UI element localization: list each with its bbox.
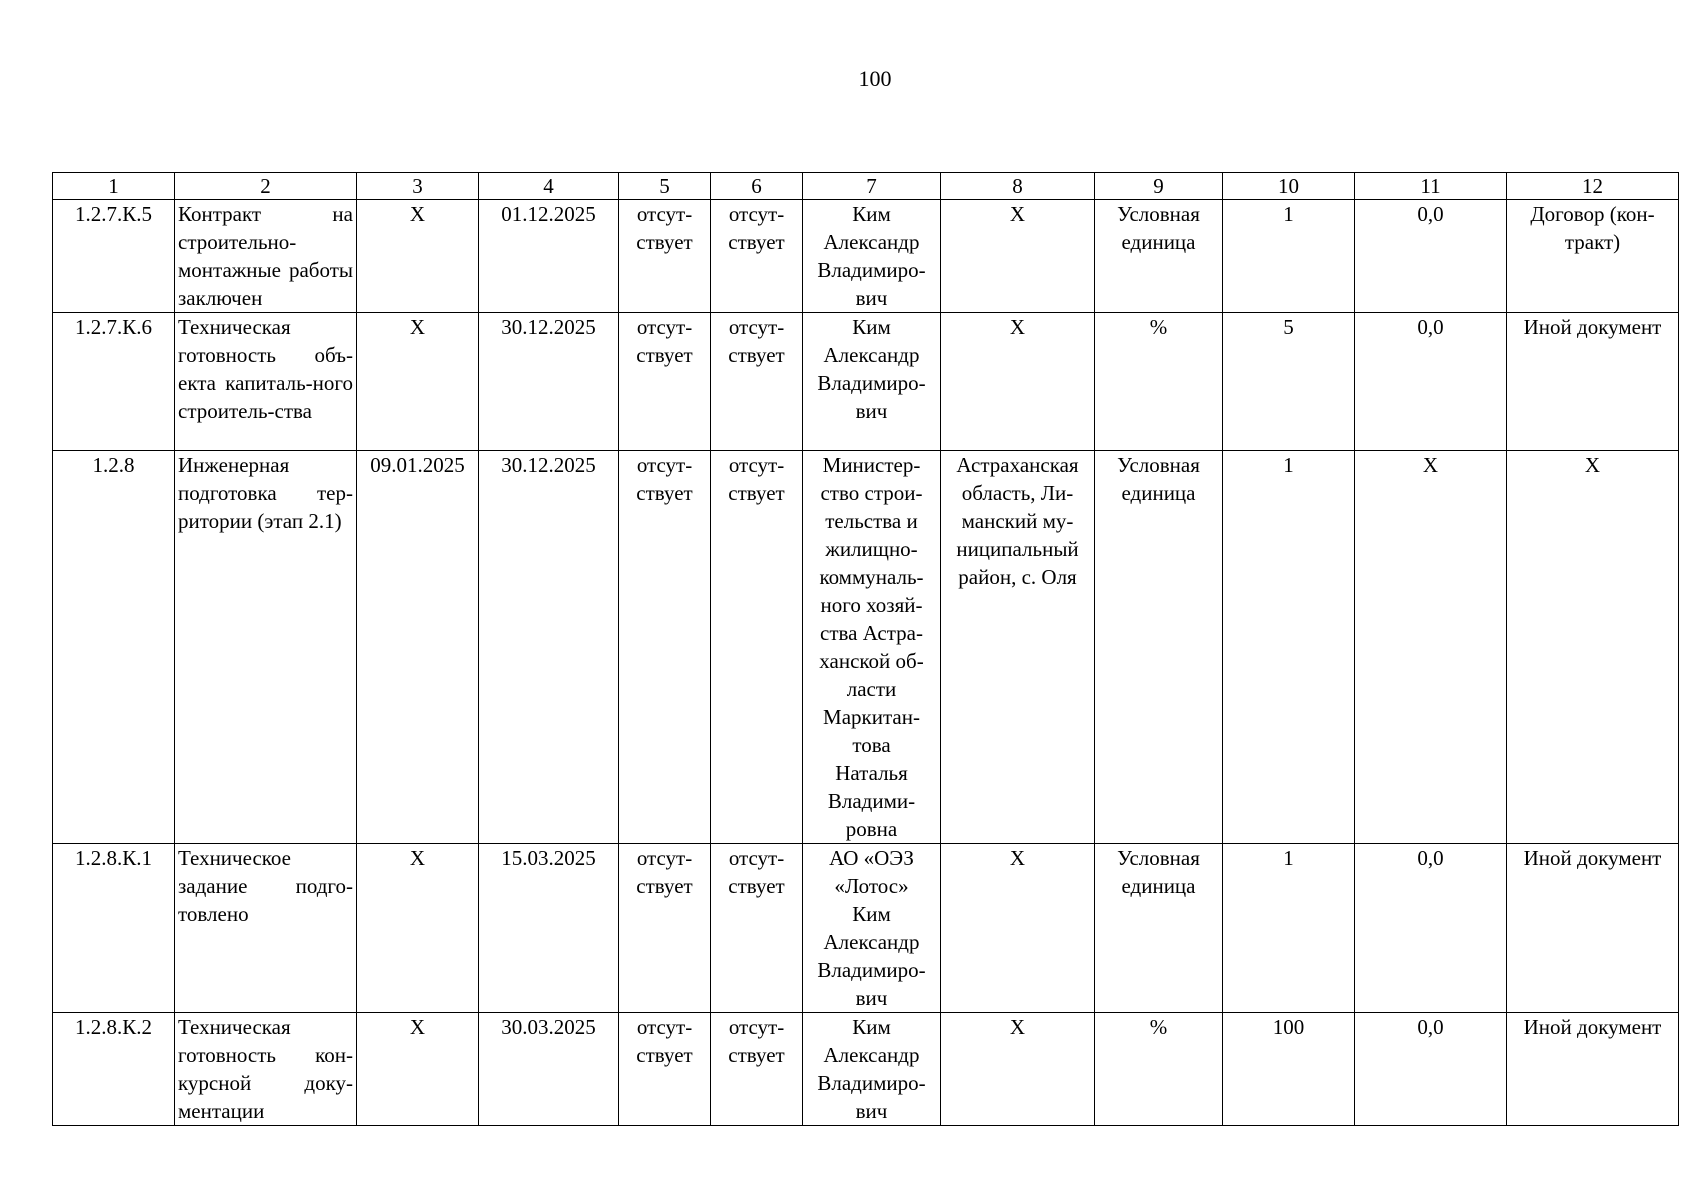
location-cell: X xyxy=(941,1013,1095,1126)
column-number: 2 xyxy=(175,173,357,200)
column-number: 10 xyxy=(1223,173,1355,200)
column-number: 12 xyxy=(1507,173,1679,200)
value-cell: 5 xyxy=(1223,313,1355,451)
table-row xyxy=(53,1013,1679,1126)
value-cell: 1 xyxy=(1223,200,1355,313)
table-body xyxy=(53,173,1679,1126)
column-number: 4 xyxy=(479,173,619,200)
start-date-cell: X xyxy=(357,844,479,1013)
column-number: 8 xyxy=(941,173,1095,200)
column-number-row xyxy=(53,173,1679,200)
column-11-cell: X xyxy=(1355,451,1507,844)
document-type-cell: X xyxy=(1507,451,1679,844)
row-id-cell: 1.2.8.К.2 xyxy=(53,1013,175,1126)
column-11-cell: 0,0 xyxy=(1355,844,1507,1013)
column-11-cell: 0,0 xyxy=(1355,200,1507,313)
column-6-cell: отсут- ствует xyxy=(711,200,803,313)
responsible-cell: Ким Александр Владимиро- вич xyxy=(803,313,941,451)
column-5-cell: отсут- ствует xyxy=(619,844,711,1013)
unit-cell: Условная единица xyxy=(1095,451,1223,844)
column-6-cell: отсут- ствует xyxy=(711,1013,803,1126)
page-number: 100 xyxy=(858,66,892,91)
column-11-cell: 0,0 xyxy=(1355,313,1507,451)
value-cell: 100 xyxy=(1223,1013,1355,1126)
responsible-cell: Министер- ство строи- тельства и жилищно- коммуналь- ного хозяй- ства Астра- ханской об- ласти Маркитан- това Наталья Владими- ровна xyxy=(803,451,941,844)
document-type-cell: Иной документ xyxy=(1507,313,1679,451)
column-5-cell: отсут- ствует xyxy=(619,451,711,844)
event-name-cell: Техническая готовность кон-курсной доку-ментации xyxy=(175,1013,357,1126)
unit-cell: % xyxy=(1095,313,1223,451)
table-row xyxy=(53,844,1679,1013)
column-number: 11 xyxy=(1355,173,1507,200)
responsible-cell: Ким Александр Владимиро- вич xyxy=(803,1013,941,1126)
document-type-cell: Договор (кон- тракт) xyxy=(1507,200,1679,313)
row-id-cell: 1.2.7.К.5 xyxy=(53,200,175,313)
unit-cell: Условная единица xyxy=(1095,844,1223,1013)
unit-cell: % xyxy=(1095,1013,1223,1126)
table-row xyxy=(53,451,1679,844)
row-id-cell: 1.2.7.К.6 xyxy=(53,313,175,451)
end-date-cell: 01.12.2025 xyxy=(479,200,619,313)
column-number: 5 xyxy=(619,173,711,200)
column-number: 6 xyxy=(711,173,803,200)
location-cell: Астраханская область, Ли- манский му- ниципальный район, с. Оля xyxy=(941,451,1095,844)
table-row xyxy=(53,200,1679,313)
column-number: 9 xyxy=(1095,173,1223,200)
row-id-cell: 1.2.8.К.1 xyxy=(53,844,175,1013)
column-number: 1 xyxy=(53,173,175,200)
value-cell: 1 xyxy=(1223,844,1355,1013)
responsible-cell: Ким Александр Владимиро- вич xyxy=(803,200,941,313)
start-date-cell: X xyxy=(357,200,479,313)
end-date-cell: 30.12.2025 xyxy=(479,313,619,451)
row-id-cell: 1.2.8 xyxy=(53,451,175,844)
location-cell: X xyxy=(941,844,1095,1013)
column-5-cell: отсут- ствует xyxy=(619,1013,711,1126)
document-type-cell: Иной документ xyxy=(1507,844,1679,1013)
start-date-cell: X xyxy=(357,1013,479,1126)
location-cell: X xyxy=(941,200,1095,313)
event-name-cell: Техническая готовность объ-екта капиталь-ного строитель-ства xyxy=(175,313,357,451)
column-6-cell: отсут- ствует xyxy=(711,313,803,451)
table-row xyxy=(53,313,1679,451)
column-11-cell: 0,0 xyxy=(1355,1013,1507,1126)
start-date-cell: 09.01.2025 xyxy=(357,451,479,844)
end-date-cell: 30.03.2025 xyxy=(479,1013,619,1126)
end-date-cell: 30.12.2025 xyxy=(479,451,619,844)
column-number: 7 xyxy=(803,173,941,200)
event-name-cell: Контракт на строительно-монтажные работы заключен xyxy=(175,200,357,313)
event-name-cell: Инженерная подготовка тер-ритории (этап 2.1) xyxy=(175,451,357,844)
document-type-cell: Иной документ xyxy=(1507,1013,1679,1126)
value-cell: 1 xyxy=(1223,451,1355,844)
column-5-cell: отсут- ствует xyxy=(619,313,711,451)
plan-table xyxy=(52,172,1679,1126)
event-name-cell: Техническое задание подго-товлено xyxy=(175,844,357,1013)
start-date-cell: X xyxy=(357,313,479,451)
column-5-cell: отсут- ствует xyxy=(619,200,711,313)
column-6-cell: отсут- ствует xyxy=(711,451,803,844)
responsible-cell: АО «ОЭЗ «Лотос» Ким Александр Владимиро- вич xyxy=(803,844,941,1013)
unit-cell: Условная единица xyxy=(1095,200,1223,313)
location-cell: X xyxy=(941,313,1095,451)
end-date-cell: 15.03.2025 xyxy=(479,844,619,1013)
column-number: 3 xyxy=(357,173,479,200)
column-6-cell: отсут- ствует xyxy=(711,844,803,1013)
